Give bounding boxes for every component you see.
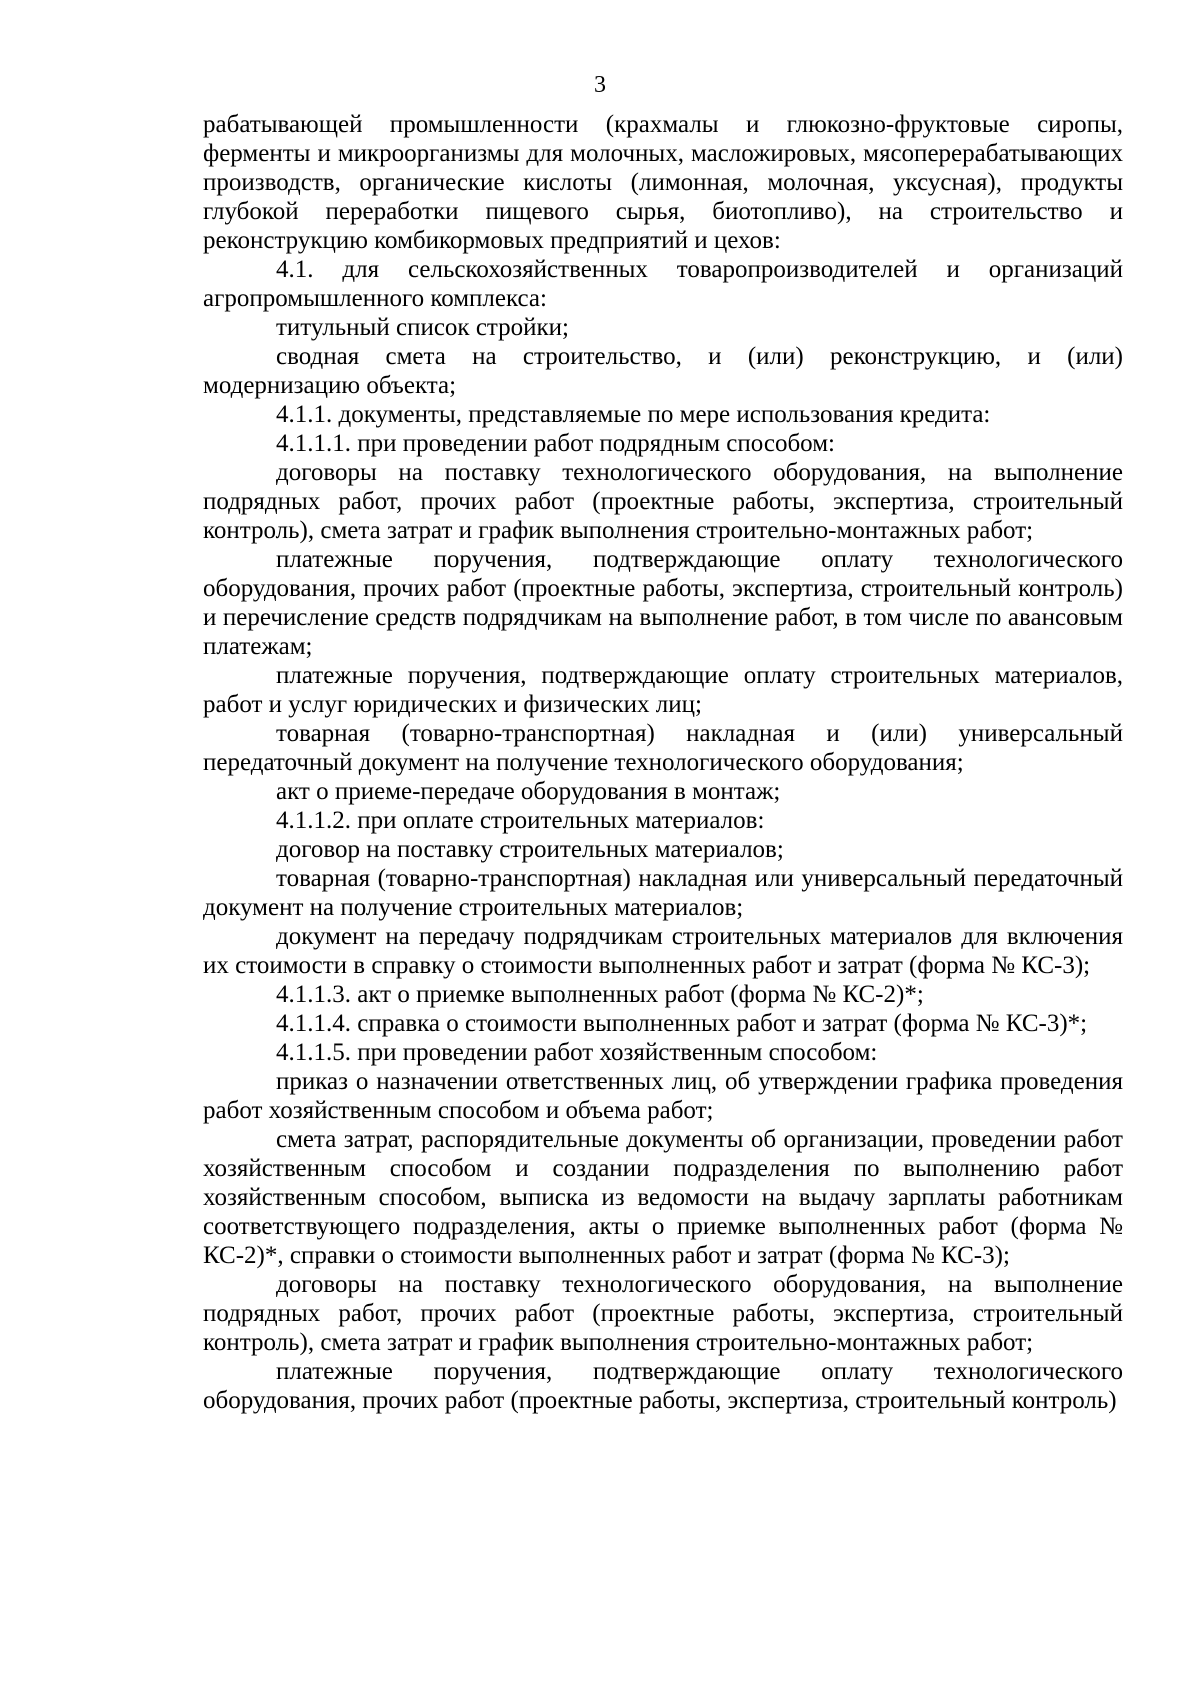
paragraph-4-1: 4.1. для сельскохозяйственных товаропроизводителей и организаций агропромышленного комплекса: (203, 256, 1123, 312)
paragraph-summary-estimate: сводная смета на строительство, и (или) реконструкцию, и (или) модернизацию объекта; (203, 343, 1123, 399)
page-number: 3 (594, 72, 606, 98)
paragraph-title-list: титульный список стройки; (276, 314, 570, 341)
paragraph-4-1-1-3: 4.1.1.3. акт о приемке выполненных работ (форма № КС-2)*; (276, 981, 924, 1008)
paragraph-4-1-1: 4.1.1. документы, представляемые по мере использования кредита: (276, 401, 991, 428)
paragraph-supply-contracts-2: договоры на поставку технологического оборудования, на выполнение подрядных работ, прочих работ (проектные работы, экспертиза, строительный контроль), смета затрат и график выполнения строительно-монтажных работ; (203, 1271, 1123, 1356)
paragraph-installation-act: акт о приеме-передаче оборудования в монтаж; (276, 778, 781, 805)
paragraph-4-1-1-1: 4.1.1.1. при проведении работ подрядным способом: (276, 430, 835, 457)
paragraph-continuation: рабатывающей промышленности (крахмалы и глюкозно-фруктовые сиропы, ферменты и микроорганизмы для молочных, масложировых, мясоперерабатывающих производств, органические кислоты (лимонная, молочная, уксусная), продукты глубокой переработки пищевого сырья, биотопливо), на строительство и реконструкцию комбикормовых предприятий и цехов: (203, 111, 1123, 254)
paragraph-payment-orders-equipment: платежные поручения, подтверждающие оплату технологического оборудования, прочих работ (проектные работы, экспертиза, строительный контроль) и перечисление средств подрядчикам на выполнение работ, в том числе по авансовым платежам; (203, 546, 1123, 660)
paragraph-payment-orders-equipment-2: платежные поручения, подтверждающие оплату технологического оборудования, прочих работ (проектные работы, экспертиза, строительный контроль) (203, 1358, 1123, 1414)
paragraph-supply-contracts: договоры на поставку технологического оборудования, на выполнение подрядных работ, прочих работ (проектные работы, экспертиза, строительный контроль), смета затрат и график выполнения строительно-монтажных работ; (203, 459, 1123, 544)
paragraph-4-1-1-5: 4.1.1.5. при проведении работ хозяйственным способом: (276, 1039, 878, 1066)
paragraph-waybill-materials: товарная (товарно-транспортная) накладная или универсальный передаточный документ на получение строительных материалов; (203, 865, 1123, 921)
paragraph-4-1-1-4: 4.1.1.4. справка о стоимости выполненных работ и затрат (форма № КС-3)*; (276, 1010, 1088, 1037)
paragraph-payment-orders-materials: платежные поручения, подтверждающие оплату строительных материалов, работ и услуг юридических и физических лиц; (203, 662, 1123, 718)
paragraph-4-1-1-2: 4.1.1.2. при оплате строительных материалов: (276, 807, 765, 834)
paragraph-transfer-document: документ на передачу подрядчикам строительных материалов для включения их стоимости в справку о стоимости выполненных работ и затрат (форма № КС-3); (203, 923, 1123, 979)
document-body (203, 110, 1123, 1415)
paragraph-waybill-equipment: товарная (товарно-транспортная) накладная и (или) универсальный передаточный документ на получение технологического оборудования; (203, 720, 1123, 776)
paragraph-cost-estimate: смета затрат, распорядительные документы об организации, проведении работ хозяйственным способом и создании подразделения по выполнению работ хозяйственным способом, выписка из ведомости на выдачу зарплаты работникам соответствующего подразделения, акты о приемке выполненных работ (форма № КС-2)*, справки о стоимости выполненных работ и затрат (форма № КС-3); (203, 1126, 1123, 1269)
paragraph-order-appointment: приказ о назначении ответственных лиц, об утверждении графика проведения работ хозяйственным способом и объема работ; (203, 1068, 1123, 1124)
paragraph-materials-contract: договор на поставку строительных материалов; (276, 836, 784, 863)
